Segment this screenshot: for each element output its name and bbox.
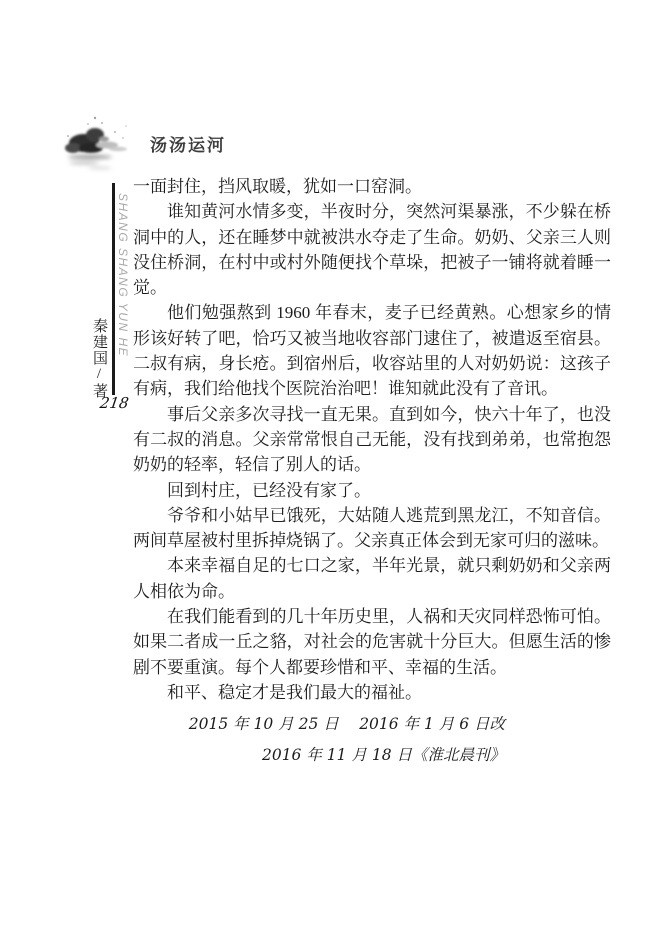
page-number: 218	[98, 394, 130, 412]
paragraph: 回到村庄，已经没有家了。	[167, 480, 371, 500]
paragraph: 他们勉强熬到 1960 年春末，麦子已经黄熟。心想家乡的情形该好转了吧，恰巧又被当地收容部门逮住了，被遣返至宿县。二叔有病，身长疮。到宿州后，收容站里的人对奶奶说：这孩子有病，我们给他找个医院治治吧！谁知就此没有了音讯。	[133, 303, 611, 399]
paragraph: 和平、稳定才是我们最大的福祉。	[167, 682, 422, 702]
paragraph: 爷爷和小姑早已饿死，大姑随人逃荒到黑龙江，不知音信。两间草屋被村里拆掉烧锅了。父亲真正体会到无家可归的滋味。	[133, 505, 611, 551]
ink-wash-logo-icon	[60, 110, 136, 178]
body-text	[133, 174, 611, 705]
date-line-1: 2015 年 10 月 25 日 2016 年 1 月 6 日改	[188, 715, 505, 733]
author-name-vertical: 秦建国/著	[91, 318, 107, 399]
paragraph: 谁知黄河水情多变，半夜时分，突然河渠暴涨，不少躲在桥洞中的人，还在睡梦中就被洪水夺走了生命。奶奶、父亲三人则没住桥洞，在村中或村外随便找个草垛，把被子一铺将就着睡一觉。	[133, 202, 611, 298]
series-title-vertical: SHANG SHANG YUN HE	[116, 193, 130, 358]
date-line-2: 2016 年 11 月 18 日《淮北晨刊》	[261, 746, 505, 764]
paragraph: 在我们能看到的几十年历史里，人祸和天灾同样恐怖可怕。如果二者成一丘之貉，对社会的危害就十分巨大。但愿生活的惨剧不要重演。每个人都要珍惜和平、幸福的生活。	[133, 607, 611, 677]
paragraph: 事后父亲多次寻找一直无果。直到如今，快六十年了，也没有二叔的消息。父亲常常恨自己无能，没有找到弟弟，也常抱怨奶奶的轻率，轻信了别人的话。	[133, 404, 611, 475]
date-block	[189, 709, 505, 771]
sidebar-rule	[112, 183, 115, 395]
paragraph: 一面封住，挡风取暖，犹如一口窑洞。	[133, 177, 422, 196]
book-title: 汤汤运河	[150, 136, 226, 155]
paragraph: 本来幸福自足的七口之家，半年光景，就只剩奶奶和父亲两人相依为命。	[133, 556, 611, 601]
